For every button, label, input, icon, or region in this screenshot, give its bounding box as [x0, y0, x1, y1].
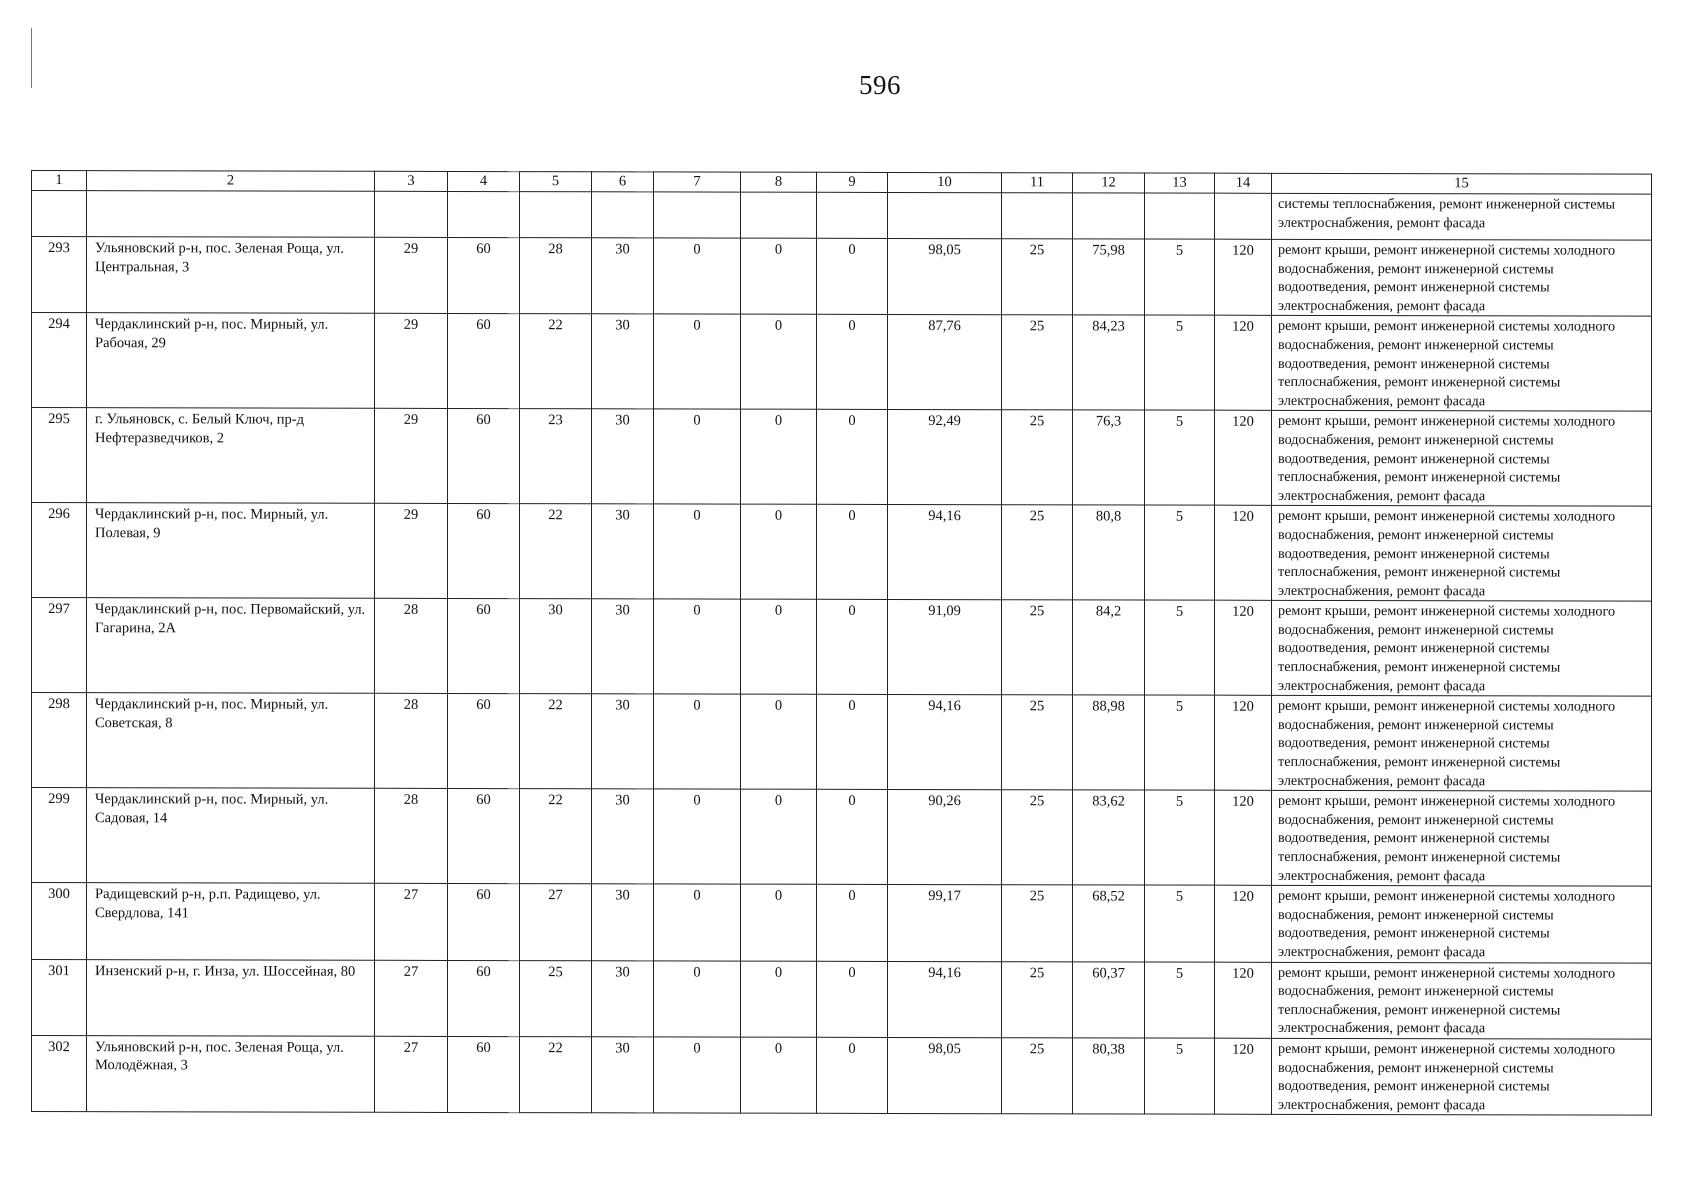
data-table — [31, 170, 1652, 1116]
value-cell-c11: 25 — [1002, 239, 1073, 316]
table-body — [32, 191, 1652, 1116]
value-cell-c3: 29 — [375, 504, 448, 599]
value-cell-c3: 27 — [375, 1036, 448, 1113]
table-row — [32, 959, 1652, 1039]
empty-cell — [741, 192, 817, 238]
value-cell-c10: 98,05 — [888, 238, 1002, 315]
value-cell-c6: 30 — [592, 789, 654, 884]
value-cell-c12: 88,98 — [1073, 695, 1145, 790]
value-cell-c7: 0 — [654, 884, 741, 961]
value-cell-c3: 28 — [375, 599, 448, 694]
column-header-12: 12 — [1073, 173, 1145, 193]
value-cell-c11: 25 — [1002, 1038, 1073, 1115]
empty-cell — [448, 191, 520, 237]
value-cell-c11: 25 — [1002, 600, 1073, 695]
empty-cell — [87, 191, 375, 238]
row-number-cell: 299 — [32, 788, 87, 883]
works-cell: ремонт крыши, ремонт инженерной системы холодного водоснабжения, ремонт инженерной системы водоотведения, ремонт инженерной системы электроснабжения, ремонт фасада — [1272, 1038, 1652, 1115]
value-cell-c9: 0 — [817, 695, 888, 790]
table-row — [32, 237, 1652, 317]
value-cell-c5: 30 — [520, 599, 592, 694]
value-cell-c4: 60 — [448, 960, 520, 1037]
value-cell-c7: 0 — [654, 314, 741, 409]
value-cell-c13: 5 — [1145, 239, 1215, 316]
value-cell-c3: 27 — [375, 883, 448, 960]
value-cell-c8: 0 — [741, 409, 817, 504]
value-cell-c12: 75,98 — [1073, 239, 1145, 316]
value-cell-c4: 60 — [448, 789, 520, 884]
value-cell-c7: 0 — [654, 599, 741, 694]
value-cell-c11: 25 — [1002, 885, 1073, 962]
value-cell-c5: 22 — [520, 504, 592, 599]
value-cell-c9: 0 — [817, 315, 888, 410]
value-cell-c9: 0 — [817, 410, 888, 505]
value-cell-c5: 22 — [520, 314, 592, 409]
works-cell: ремонт крыши, ремонт инженерной системы холодного водоснабжения, ремонт инженерной системы водоотведения, ремонт инженерной системы теплоснабжения, ремонт инженерной системы электроснабжения, ремонт фасада — [1272, 316, 1652, 412]
empty-cell — [1002, 193, 1073, 239]
column-header-2: 2 — [87, 171, 375, 192]
column-header-3: 3 — [375, 171, 448, 191]
value-cell-c12: 60,37 — [1073, 961, 1145, 1038]
works-cell: ремонт крыши, ремонт инженерной системы холодного водоснабжения, ремонт инженерной системы теплоснабжения, ремонт инженерной системы электроснабжения, ремонт фасада — [1272, 962, 1652, 1039]
value-cell-c13: 5 — [1145, 790, 1215, 885]
column-header-13: 13 — [1145, 173, 1215, 193]
address-cell: г. Ульяновск, с. Белый Ключ, пр-д Нефтеразведчиков, 2 — [87, 408, 375, 504]
value-cell-c3: 28 — [375, 788, 448, 883]
address-cell: Ульяновский р-н, пос. Зеленая Роща, ул. Центральная, 3 — [87, 237, 375, 314]
value-cell-c5: 22 — [520, 694, 592, 789]
row-number-cell: 300 — [32, 883, 87, 959]
row-number-cell: 297 — [32, 598, 87, 693]
address-cell: Ульяновский р-н, пос. Зеленая Роща, ул. Молодёжная, 3 — [87, 1036, 375, 1113]
address-cell: Чердаклинский р-н, пос. Мирный, ул. Советская, 8 — [87, 693, 375, 789]
value-cell-c6: 30 — [592, 884, 654, 961]
value-cell-c9: 0 — [817, 884, 888, 961]
value-cell-c13: 5 — [1145, 600, 1215, 695]
value-cell-c13: 5 — [1145, 410, 1215, 505]
value-cell-c11: 25 — [1002, 695, 1073, 790]
value-cell-c8: 0 — [741, 789, 817, 884]
value-cell-c13: 5 — [1145, 695, 1215, 790]
value-cell-c14: 120 — [1215, 885, 1272, 962]
value-cell-c7: 0 — [654, 504, 741, 599]
table-row — [32, 788, 1652, 887]
value-cell-c11: 25 — [1002, 790, 1073, 885]
works-cell: ремонт крыши, ремонт инженерной системы холодного водоснабжения, ремонт инженерной системы водоотведения, ремонт инженерной системы теплоснабжения, ремонт инженерной системы электроснабжения, ремонт фасада — [1272, 411, 1652, 507]
table-row — [32, 598, 1652, 697]
address-cell: Чердаклинский р-н, пос. Мирный, ул. Садовая, 14 — [87, 788, 375, 884]
value-cell-c8: 0 — [741, 599, 817, 694]
value-cell-c10: 87,76 — [888, 315, 1002, 410]
address-cell: Инзенский р-н, г. Инза, ул. Шоссейная, 80 — [87, 959, 375, 1036]
works-cell: ремонт крыши, ремонт инженерной системы холодного водоснабжения, ремонт инженерной системы водоотведения, ремонт инженерной системы электроснабжения, ремонт фасада — [1272, 886, 1652, 963]
value-cell-c10: 99,17 — [888, 885, 1002, 962]
value-cell-c13: 5 — [1145, 505, 1215, 600]
continuation-row — [32, 191, 1652, 241]
value-cell-c13: 5 — [1145, 962, 1215, 1039]
value-cell-c5: 27 — [520, 884, 592, 961]
value-cell-c4: 60 — [448, 237, 520, 314]
value-cell-c11: 25 — [1002, 410, 1073, 505]
column-header-6: 6 — [592, 172, 654, 192]
value-cell-c14: 120 — [1215, 411, 1272, 506]
table-row — [32, 883, 1652, 963]
value-cell-c6: 30 — [592, 504, 654, 599]
empty-cell — [654, 192, 741, 238]
column-header-5: 5 — [520, 172, 592, 192]
works-cell: ремонт крыши, ремонт инженерной системы холодного водоснабжения, ремонт инженерной системы водоотведения, ремонт инженерной системы теплоснабжения, ремонт инженерной системы электроснабжения, ремонт фасада — [1272, 791, 1652, 887]
address-cell: Чердаклинский р-н, пос. Первомайский, ул. Гагарина, 2А — [87, 598, 375, 694]
value-cell-c4: 60 — [448, 884, 520, 961]
value-cell-c14: 120 — [1215, 1038, 1272, 1115]
value-cell-c6: 30 — [592, 314, 654, 409]
value-cell-c3: 27 — [375, 960, 448, 1037]
column-header-15: 15 — [1272, 173, 1652, 194]
value-cell-c14: 120 — [1215, 962, 1272, 1039]
value-cell-c14: 120 — [1215, 695, 1272, 790]
value-cell-c8: 0 — [741, 961, 817, 1038]
value-cell-c12: 80,8 — [1073, 505, 1145, 600]
empty-cell — [375, 191, 448, 237]
column-header-10: 10 — [888, 172, 1002, 192]
table-row — [32, 503, 1652, 602]
value-cell-c10: 98,05 — [888, 1037, 1002, 1114]
row-number-cell: 296 — [32, 503, 87, 598]
table-row — [32, 1035, 1652, 1115]
value-cell-c13: 5 — [1145, 1038, 1215, 1115]
row-number-cell: 295 — [32, 408, 87, 503]
value-cell-c8: 0 — [741, 884, 817, 961]
value-cell-c10: 91,09 — [888, 600, 1002, 695]
row-number-cell: 301 — [32, 959, 87, 1035]
value-cell-c14: 120 — [1215, 239, 1272, 316]
value-cell-c10: 90,26 — [888, 790, 1002, 885]
works-cell: ремонт крыши, ремонт инженерной системы холодного водоснабжения, ремонт инженерной системы водоотведения, ремонт инженерной системы электроснабжения, ремонт фасада — [1272, 239, 1652, 316]
empty-cell — [1145, 193, 1215, 239]
value-cell-c7: 0 — [654, 238, 741, 315]
row-number-cell: 293 — [32, 237, 87, 313]
value-cell-c10: 92,49 — [888, 410, 1002, 505]
address-cell: Радищевский р-н, р.п. Радищево, ул. Свердлова, 141 — [87, 883, 375, 960]
value-cell-c11: 25 — [1002, 505, 1073, 600]
value-cell-c7: 0 — [654, 789, 741, 884]
value-cell-c4: 60 — [448, 409, 520, 504]
column-header-9: 9 — [817, 172, 888, 192]
value-cell-c12: 84,2 — [1073, 600, 1145, 695]
value-cell-c6: 30 — [592, 1037, 654, 1114]
value-cell-c7: 0 — [654, 409, 741, 504]
column-header-14: 14 — [1215, 173, 1272, 193]
row-number-cell: 298 — [32, 693, 87, 788]
value-cell-c6: 30 — [592, 960, 654, 1037]
works-cell: ремонт крыши, ремонт инженерной системы холодного водоснабжения, ремонт инженерной системы водоотведения, ремонт инженерной системы теплоснабжения, ремонт инженерной системы электроснабжения, ремонт фасада — [1272, 601, 1652, 697]
empty-cell — [888, 192, 1002, 238]
value-cell-c7: 0 — [654, 960, 741, 1037]
column-header-1: 1 — [32, 171, 87, 191]
value-cell-c14: 120 — [1215, 505, 1272, 600]
value-cell-c8: 0 — [741, 238, 817, 315]
value-cell-c4: 60 — [448, 314, 520, 409]
value-cell-c14: 120 — [1215, 316, 1272, 411]
value-cell-c5: 22 — [520, 1037, 592, 1114]
value-cell-c9: 0 — [817, 238, 888, 315]
value-cell-c12: 80,38 — [1073, 1038, 1145, 1115]
value-cell-c7: 0 — [654, 694, 741, 789]
page-number: 596 — [859, 70, 901, 100]
empty-cell — [592, 192, 654, 238]
value-cell-c12: 83,62 — [1073, 790, 1145, 885]
value-cell-c9: 0 — [817, 961, 888, 1038]
table-row — [32, 693, 1652, 792]
empty-cell — [1215, 193, 1272, 239]
value-cell-c4: 60 — [448, 1036, 520, 1113]
empty-cell — [1073, 193, 1145, 239]
value-cell-c8: 0 — [741, 694, 817, 789]
value-cell-c10: 94,16 — [888, 961, 1002, 1038]
empty-cell — [520, 192, 592, 238]
value-cell-c13: 5 — [1145, 315, 1215, 410]
value-cell-c9: 0 — [817, 1037, 888, 1114]
works-cell: ремонт крыши, ремонт инженерной системы холодного водоснабжения, ремонт инженерной системы водоотведения, ремонт инженерной системы теплоснабжения, ремонт инженерной системы электроснабжения, ремонт фасада — [1272, 506, 1652, 602]
column-header-7: 7 — [654, 172, 741, 192]
value-cell-c11: 25 — [1002, 315, 1073, 410]
row-number-cell: 302 — [32, 1035, 87, 1111]
value-cell-c8: 0 — [741, 504, 817, 599]
empty-cell — [32, 191, 87, 237]
value-cell-c4: 60 — [448, 599, 520, 694]
empty-cell — [817, 192, 888, 238]
value-cell-c6: 30 — [592, 694, 654, 789]
value-cell-c5: 23 — [520, 409, 592, 504]
value-cell-c12: 76,3 — [1073, 410, 1145, 505]
value-cell-c6: 30 — [592, 238, 654, 315]
value-cell-c3: 29 — [375, 409, 448, 504]
value-cell-c9: 0 — [817, 600, 888, 695]
value-cell-c10: 94,16 — [888, 505, 1002, 600]
table-row — [32, 313, 1652, 412]
value-cell-c8: 0 — [741, 1037, 817, 1114]
value-cell-c7: 0 — [654, 1037, 741, 1114]
value-cell-c6: 30 — [592, 599, 654, 694]
value-cell-c6: 30 — [592, 409, 654, 504]
value-cell-c10: 94,16 — [888, 695, 1002, 790]
value-cell-c3: 29 — [375, 237, 448, 314]
column-header-8: 8 — [741, 172, 817, 192]
value-cell-c12: 84,23 — [1073, 315, 1145, 410]
value-cell-c13: 5 — [1145, 885, 1215, 962]
value-cell-c4: 60 — [448, 694, 520, 789]
column-header-11: 11 — [1002, 173, 1073, 193]
address-cell: Чердаклинский р-н, пос. Мирный, ул. Полевая, 9 — [87, 503, 375, 599]
works-cell: системы теплоснабжения, ремонт инженерной системы электроснабжения, ремонт фасада — [1272, 193, 1652, 240]
column-header-4: 4 — [448, 171, 520, 191]
value-cell-c4: 60 — [448, 504, 520, 599]
value-cell-c9: 0 — [817, 790, 888, 885]
value-cell-c3: 29 — [375, 314, 448, 409]
value-cell-c5: 22 — [520, 789, 592, 884]
value-cell-c9: 0 — [817, 505, 888, 600]
value-cell-c8: 0 — [741, 314, 817, 409]
row-number-cell: 294 — [32, 313, 87, 408]
value-cell-c11: 25 — [1002, 961, 1073, 1038]
table-row — [32, 408, 1652, 507]
data-table-wrapper — [31, 170, 1651, 1116]
value-cell-c14: 120 — [1215, 600, 1272, 695]
value-cell-c5: 28 — [520, 238, 592, 315]
value-cell-c12: 68,52 — [1073, 885, 1145, 962]
value-cell-c5: 25 — [520, 960, 592, 1037]
value-cell-c14: 120 — [1215, 790, 1272, 885]
value-cell-c3: 28 — [375, 694, 448, 789]
address-cell: Чердаклинский р-н, пос. Мирный, ул. Рабочая, 29 — [87, 313, 375, 409]
works-cell: ремонт крыши, ремонт инженерной системы холодного водоснабжения, ремонт инженерной системы водоотведения, ремонт инженерной системы теплоснабжения, ремонт инженерной системы электроснабжения, ремонт фасада — [1272, 696, 1652, 792]
